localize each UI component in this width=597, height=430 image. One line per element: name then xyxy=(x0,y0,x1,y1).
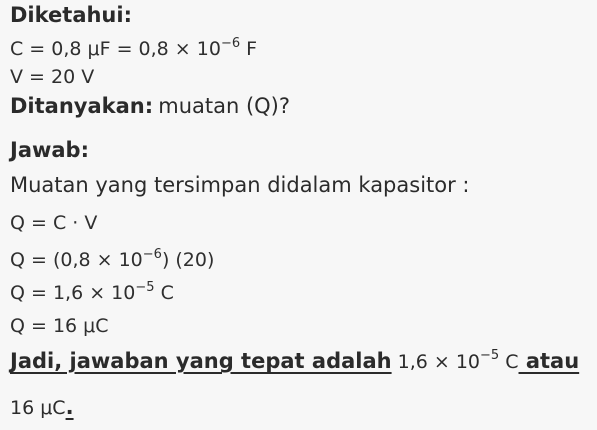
step-3-exponent: −5 xyxy=(135,279,155,295)
capacitance-text: C = 0,8 μF = 0,8 × 10 xyxy=(10,38,221,60)
given-voltage: V = 20 V xyxy=(10,66,95,88)
question-text: muatan (Q)? xyxy=(158,94,291,118)
step-1: Q = C · V xyxy=(10,212,98,234)
intro-text: Muatan yang tersimpan didalam kapasitor : xyxy=(10,173,470,197)
final-answer-period: . xyxy=(65,395,74,419)
capacitance-exponent: −6 xyxy=(220,35,241,51)
step-2-exponent: −6 xyxy=(142,246,162,262)
step-2-right: ) (20) xyxy=(161,249,215,271)
final-answer-line-2 xyxy=(10,396,74,419)
final-answer-line-1 xyxy=(10,350,579,373)
answer-heading: Jawab: xyxy=(10,138,89,162)
final-answer-alt-value: 16 μC xyxy=(10,397,66,419)
step-3 xyxy=(10,279,174,304)
step-2 xyxy=(10,246,215,271)
final-answer-math: 1,6 × 10 xyxy=(391,351,481,373)
capacitance-unit: F xyxy=(246,38,258,60)
final-answer-exponent: −5 xyxy=(480,348,500,363)
step-3-right: C xyxy=(154,282,174,304)
question-heading: Ditanyakan: xyxy=(10,94,154,118)
final-answer-unit: C xyxy=(499,351,519,373)
step-2-left: Q = (0,8 × 10 xyxy=(10,249,143,271)
given-heading: Diketahui: xyxy=(10,3,132,27)
step-3-left: Q = 1,6 × 10 xyxy=(10,282,136,304)
question-line xyxy=(10,95,290,117)
final-answer-lead: Jadi, jawaban yang tepat adalah xyxy=(10,349,392,373)
given-capacitance xyxy=(10,35,258,60)
step-4: Q = 16 μC xyxy=(10,315,109,337)
final-answer-tail: atau xyxy=(518,349,580,373)
